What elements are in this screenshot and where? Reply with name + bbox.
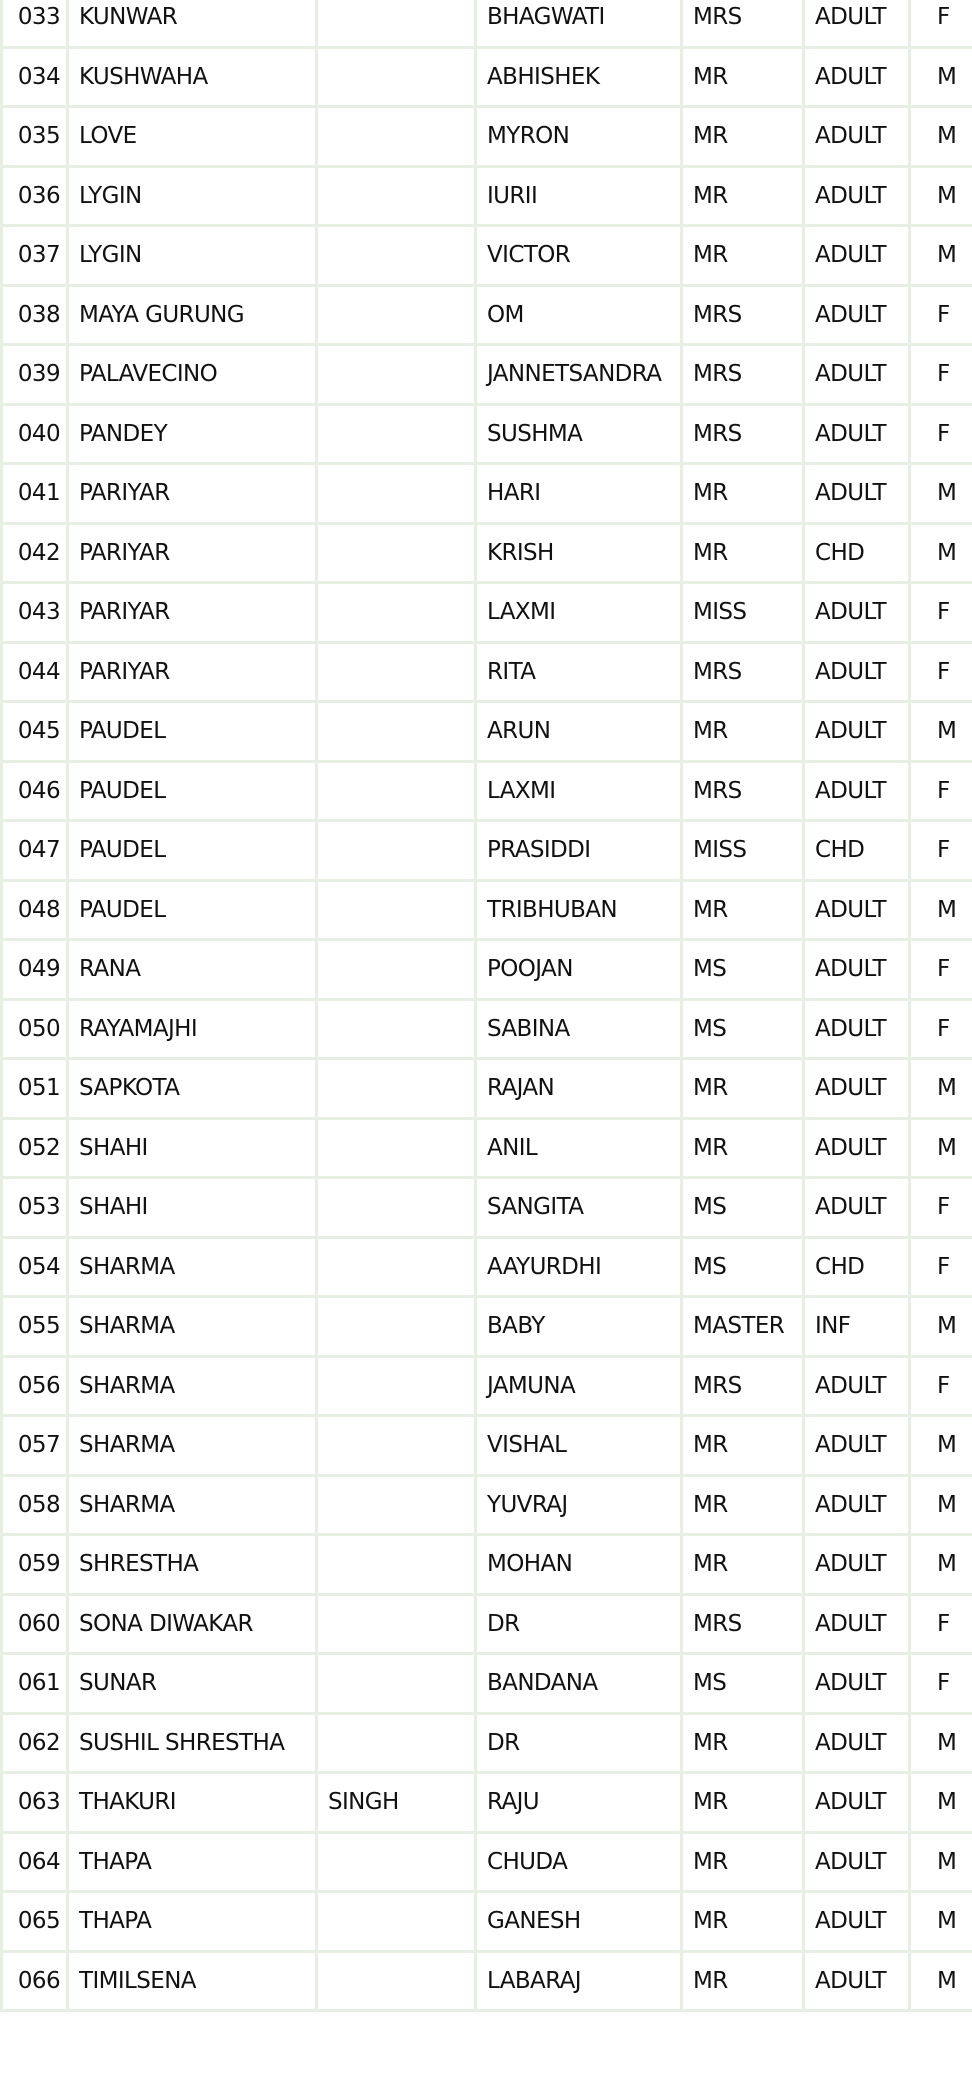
cell-passenger-number: 043 bbox=[2, 583, 68, 643]
cell-passenger-type: ADULT bbox=[804, 47, 910, 107]
cell-last-name: PAUDEL bbox=[68, 761, 317, 821]
cell-title: MR bbox=[682, 464, 804, 524]
cell-middle-name bbox=[317, 1416, 476, 1476]
table-row bbox=[2, 1059, 972, 1119]
cell-gender: M bbox=[910, 1773, 972, 1833]
cell-middle-name bbox=[317, 1713, 476, 1773]
cell-passenger-number: 046 bbox=[2, 761, 68, 821]
cell-passenger-number: 036 bbox=[2, 166, 68, 226]
cell-middle-name bbox=[317, 464, 476, 524]
cell-middle-name: SINGH bbox=[317, 1773, 476, 1833]
table-row bbox=[2, 1475, 972, 1535]
cell-title: MR bbox=[682, 1059, 804, 1119]
cell-gender: F bbox=[910, 940, 972, 1000]
cell-first-name: IURII bbox=[476, 166, 682, 226]
cell-passenger-number: 039 bbox=[2, 345, 68, 405]
cell-middle-name bbox=[317, 1297, 476, 1357]
cell-last-name: PANDEY bbox=[68, 404, 317, 464]
cell-gender: F bbox=[910, 1356, 972, 1416]
cell-title: MRS bbox=[682, 285, 804, 345]
cell-title: MISS bbox=[682, 821, 804, 881]
cell-passenger-type: CHD bbox=[804, 1237, 910, 1297]
cell-title: MR bbox=[682, 523, 804, 583]
cell-gender: F bbox=[910, 761, 972, 821]
table-row bbox=[2, 1892, 972, 1952]
cell-middle-name bbox=[317, 642, 476, 702]
cell-last-name: PARIYAR bbox=[68, 583, 317, 643]
cell-passenger-type: ADULT bbox=[804, 1356, 910, 1416]
cell-title: MS bbox=[682, 1178, 804, 1238]
cell-first-name: HARI bbox=[476, 464, 682, 524]
cell-first-name: AAYURDHI bbox=[476, 1237, 682, 1297]
cell-passenger-type: ADULT bbox=[804, 1594, 910, 1654]
table-row bbox=[2, 1237, 972, 1297]
table-row bbox=[2, 761, 972, 821]
cell-passenger-type: ADULT bbox=[804, 1713, 910, 1773]
cell-passenger-number: 054 bbox=[2, 1237, 68, 1297]
table-row bbox=[2, 404, 972, 464]
cell-first-name: BABY bbox=[476, 1297, 682, 1357]
cell-gender: M bbox=[910, 702, 972, 762]
cell-first-name: DR bbox=[476, 1713, 682, 1773]
cell-first-name: JAMUNA bbox=[476, 1356, 682, 1416]
cell-passenger-type: ADULT bbox=[804, 1892, 910, 1952]
table-row bbox=[2, 880, 972, 940]
cell-gender: F bbox=[910, 345, 972, 405]
cell-passenger-number: 059 bbox=[2, 1535, 68, 1595]
cell-last-name: SONA DIWAKAR bbox=[68, 1594, 317, 1654]
cell-passenger-number: 042 bbox=[2, 523, 68, 583]
cell-middle-name bbox=[317, 583, 476, 643]
cell-passenger-type: ADULT bbox=[804, 702, 910, 762]
cell-gender: M bbox=[910, 47, 972, 107]
cell-middle-name bbox=[317, 47, 476, 107]
cell-passenger-type: ADULT bbox=[804, 0, 910, 47]
cell-gender: M bbox=[910, 1059, 972, 1119]
cell-title: MRS bbox=[682, 1356, 804, 1416]
cell-gender: M bbox=[910, 880, 972, 940]
cell-gender: M bbox=[910, 1475, 972, 1535]
cell-middle-name bbox=[317, 940, 476, 1000]
table-row bbox=[2, 821, 972, 881]
table-row bbox=[2, 47, 972, 107]
cell-passenger-number: 060 bbox=[2, 1594, 68, 1654]
cell-passenger-type: ADULT bbox=[804, 1059, 910, 1119]
cell-gender: M bbox=[910, 464, 972, 524]
cell-title: MR bbox=[682, 1892, 804, 1952]
cell-passenger-type: ADULT bbox=[804, 761, 910, 821]
cell-passenger-number: 057 bbox=[2, 1416, 68, 1476]
cell-passenger-number: 040 bbox=[2, 404, 68, 464]
table-row bbox=[2, 940, 972, 1000]
table-row bbox=[2, 1713, 972, 1773]
cell-first-name: ARUN bbox=[476, 702, 682, 762]
cell-last-name: PARIYAR bbox=[68, 464, 317, 524]
cell-last-name: SUNAR bbox=[68, 1654, 317, 1714]
cell-gender: M bbox=[910, 1118, 972, 1178]
cell-title: MR bbox=[682, 1416, 804, 1476]
table-row bbox=[2, 1416, 972, 1476]
table-row bbox=[2, 166, 972, 226]
cell-title: MASTER bbox=[682, 1297, 804, 1357]
cell-passenger-type: ADULT bbox=[804, 1832, 910, 1892]
cell-middle-name bbox=[317, 1059, 476, 1119]
cell-passenger-type: ADULT bbox=[804, 940, 910, 1000]
cell-gender: F bbox=[910, 642, 972, 702]
cell-title: MRS bbox=[682, 345, 804, 405]
cell-passenger-type: ADULT bbox=[804, 1178, 910, 1238]
cell-last-name: SHRESTHA bbox=[68, 1535, 317, 1595]
cell-last-name: TIMILSENA bbox=[68, 1951, 317, 2011]
cell-middle-name bbox=[317, 1178, 476, 1238]
cell-middle-name bbox=[317, 107, 476, 167]
cell-last-name: SHARMA bbox=[68, 1475, 317, 1535]
cell-title: MR bbox=[682, 702, 804, 762]
cell-passenger-number: 062 bbox=[2, 1713, 68, 1773]
cell-passenger-type: ADULT bbox=[804, 642, 910, 702]
cell-last-name: KUNWAR bbox=[68, 0, 317, 47]
cell-first-name: ANIL bbox=[476, 1118, 682, 1178]
cell-passenger-number: 051 bbox=[2, 1059, 68, 1119]
cell-first-name: OM bbox=[476, 285, 682, 345]
cell-first-name: LABARAJ bbox=[476, 1951, 682, 2011]
table-row bbox=[2, 523, 972, 583]
cell-gender: M bbox=[910, 1535, 972, 1595]
cell-passenger-number: 048 bbox=[2, 880, 68, 940]
cell-passenger-number: 045 bbox=[2, 702, 68, 762]
cell-passenger-type: ADULT bbox=[804, 285, 910, 345]
cell-passenger-type: ADULT bbox=[804, 1118, 910, 1178]
cell-middle-name bbox=[317, 226, 476, 286]
cell-passenger-type: ADULT bbox=[804, 107, 910, 167]
cell-last-name: LYGIN bbox=[68, 226, 317, 286]
cell-last-name: THAKURI bbox=[68, 1773, 317, 1833]
cell-last-name: SHARMA bbox=[68, 1356, 317, 1416]
cell-passenger-type: ADULT bbox=[804, 583, 910, 643]
cell-first-name: VISHAL bbox=[476, 1416, 682, 1476]
cell-passenger-type: ADULT bbox=[804, 226, 910, 286]
cell-middle-name bbox=[317, 1654, 476, 1714]
cell-title: MR bbox=[682, 880, 804, 940]
cell-passenger-number: 055 bbox=[2, 1297, 68, 1357]
cell-middle-name bbox=[317, 880, 476, 940]
cell-middle-name bbox=[317, 523, 476, 583]
cell-middle-name bbox=[317, 1237, 476, 1297]
cell-title: MRS bbox=[682, 404, 804, 464]
cell-gender: F bbox=[910, 404, 972, 464]
cell-passenger-number: 034 bbox=[2, 47, 68, 107]
cell-middle-name bbox=[317, 404, 476, 464]
cell-gender: F bbox=[910, 821, 972, 881]
cell-passenger-type: ADULT bbox=[804, 345, 910, 405]
cell-gender: M bbox=[910, 226, 972, 286]
cell-title: MR bbox=[682, 226, 804, 286]
cell-middle-name bbox=[317, 821, 476, 881]
cell-last-name: SHARMA bbox=[68, 1297, 317, 1357]
cell-middle-name bbox=[317, 1535, 476, 1595]
cell-first-name: BHAGWATI bbox=[476, 0, 682, 47]
cell-passenger-number: 061 bbox=[2, 1654, 68, 1714]
cell-middle-name bbox=[317, 1475, 476, 1535]
cell-passenger-number: 041 bbox=[2, 464, 68, 524]
cell-last-name: SUSHIL SHRESTHA bbox=[68, 1713, 317, 1773]
cell-first-name: PRASIDDI bbox=[476, 821, 682, 881]
cell-last-name: SAPKOTA bbox=[68, 1059, 317, 1119]
table-row bbox=[2, 1118, 972, 1178]
cell-middle-name bbox=[317, 166, 476, 226]
table-row bbox=[2, 226, 972, 286]
cell-passenger-type: ADULT bbox=[804, 166, 910, 226]
cell-gender: F bbox=[910, 1178, 972, 1238]
table-row bbox=[2, 1773, 972, 1833]
cell-gender: M bbox=[910, 107, 972, 167]
cell-first-name: CHUDA bbox=[476, 1832, 682, 1892]
cell-passenger-number: 058 bbox=[2, 1475, 68, 1535]
cell-passenger-number: 064 bbox=[2, 1832, 68, 1892]
cell-title: MR bbox=[682, 1535, 804, 1595]
cell-middle-name bbox=[317, 0, 476, 47]
cell-passenger-type: ADULT bbox=[804, 1773, 910, 1833]
cell-passenger-number: 050 bbox=[2, 999, 68, 1059]
cell-passenger-type: CHD bbox=[804, 523, 910, 583]
table-row bbox=[2, 1356, 972, 1416]
cell-passenger-type: ADULT bbox=[804, 1475, 910, 1535]
table-row bbox=[2, 1951, 972, 2011]
cell-first-name: RAJU bbox=[476, 1773, 682, 1833]
cell-middle-name bbox=[317, 1118, 476, 1178]
cell-passenger-type: ADULT bbox=[804, 999, 910, 1059]
cell-gender: M bbox=[910, 1892, 972, 1952]
cell-passenger-number: 052 bbox=[2, 1118, 68, 1178]
cell-first-name: SUSHMA bbox=[476, 404, 682, 464]
table-row bbox=[2, 702, 972, 762]
cell-title: MS bbox=[682, 940, 804, 1000]
cell-gender: M bbox=[910, 1416, 972, 1476]
cell-title: MS bbox=[682, 1237, 804, 1297]
cell-gender: M bbox=[910, 1951, 972, 2011]
cell-first-name: POOJAN bbox=[476, 940, 682, 1000]
cell-first-name: MYRON bbox=[476, 107, 682, 167]
cell-last-name: PARIYAR bbox=[68, 523, 317, 583]
cell-passenger-number: 053 bbox=[2, 1178, 68, 1238]
cell-last-name: LOVE bbox=[68, 107, 317, 167]
cell-first-name: SANGITA bbox=[476, 1178, 682, 1238]
table-row bbox=[2, 1297, 972, 1357]
cell-passenger-number: 047 bbox=[2, 821, 68, 881]
table-row bbox=[2, 107, 972, 167]
cell-gender: F bbox=[910, 285, 972, 345]
cell-last-name: PARIYAR bbox=[68, 642, 317, 702]
cell-gender: M bbox=[910, 1832, 972, 1892]
cell-first-name: KRISH bbox=[476, 523, 682, 583]
cell-middle-name bbox=[317, 761, 476, 821]
cell-middle-name bbox=[317, 1594, 476, 1654]
cell-first-name: MOHAN bbox=[476, 1535, 682, 1595]
table-row bbox=[2, 1654, 972, 1714]
table-row bbox=[2, 583, 972, 643]
cell-passenger-number: 065 bbox=[2, 1892, 68, 1952]
cell-title: MR bbox=[682, 1951, 804, 2011]
table-row bbox=[2, 464, 972, 524]
cell-gender: M bbox=[910, 1713, 972, 1773]
cell-passenger-number: 049 bbox=[2, 940, 68, 1000]
cell-last-name: THAPA bbox=[68, 1832, 317, 1892]
cell-last-name: SHAHI bbox=[68, 1178, 317, 1238]
cell-last-name: RANA bbox=[68, 940, 317, 1000]
cell-title: MS bbox=[682, 1654, 804, 1714]
cell-title: MR bbox=[682, 107, 804, 167]
cell-gender: F bbox=[910, 0, 972, 47]
table-row bbox=[2, 999, 972, 1059]
cell-passenger-number: 066 bbox=[2, 1951, 68, 2011]
cell-gender: F bbox=[910, 999, 972, 1059]
cell-first-name: JANNETSANDRA bbox=[476, 345, 682, 405]
cell-last-name: PAUDEL bbox=[68, 821, 317, 881]
cell-passenger-number: 038 bbox=[2, 285, 68, 345]
cell-title: MR bbox=[682, 1713, 804, 1773]
cell-title: MRS bbox=[682, 0, 804, 47]
cell-middle-name bbox=[317, 285, 476, 345]
cell-title: MISS bbox=[682, 583, 804, 643]
cell-gender: M bbox=[910, 1297, 972, 1357]
cell-title: MR bbox=[682, 1118, 804, 1178]
cell-passenger-number: 037 bbox=[2, 226, 68, 286]
cell-first-name: LAXMI bbox=[476, 761, 682, 821]
cell-last-name: RAYAMAJHI bbox=[68, 999, 317, 1059]
table-row bbox=[2, 345, 972, 405]
cell-gender: F bbox=[910, 1237, 972, 1297]
cell-passenger-type: ADULT bbox=[804, 1416, 910, 1476]
table-row bbox=[2, 285, 972, 345]
cell-passenger-number: 033 bbox=[2, 0, 68, 47]
cell-last-name: PALAVECINO bbox=[68, 345, 317, 405]
cell-middle-name bbox=[317, 999, 476, 1059]
cell-title: MRS bbox=[682, 761, 804, 821]
cell-first-name: YUVRAJ bbox=[476, 1475, 682, 1535]
cell-passenger-type: ADULT bbox=[804, 464, 910, 524]
cell-passenger-type: ADULT bbox=[804, 880, 910, 940]
cell-first-name: GANESH bbox=[476, 1892, 682, 1952]
cell-first-name: RITA bbox=[476, 642, 682, 702]
cell-passenger-type: ADULT bbox=[804, 1654, 910, 1714]
cell-first-name: ABHISHEK bbox=[476, 47, 682, 107]
cell-title: MR bbox=[682, 166, 804, 226]
cell-title: MR bbox=[682, 1475, 804, 1535]
cell-title: MS bbox=[682, 999, 804, 1059]
cell-gender: M bbox=[910, 166, 972, 226]
cell-gender: F bbox=[910, 1654, 972, 1714]
cell-gender: F bbox=[910, 583, 972, 643]
table-row bbox=[2, 1832, 972, 1892]
cell-passenger-number: 035 bbox=[2, 107, 68, 167]
cell-middle-name bbox=[317, 345, 476, 405]
table-row bbox=[2, 0, 972, 47]
cell-passenger-number: 044 bbox=[2, 642, 68, 702]
cell-gender: M bbox=[910, 523, 972, 583]
cell-passenger-type: CHD bbox=[804, 821, 910, 881]
cell-first-name: SABINA bbox=[476, 999, 682, 1059]
cell-middle-name bbox=[317, 1951, 476, 2011]
cell-first-name: BANDANA bbox=[476, 1654, 682, 1714]
cell-first-name: RAJAN bbox=[476, 1059, 682, 1119]
cell-last-name: THAPA bbox=[68, 1892, 317, 1952]
cell-middle-name bbox=[317, 702, 476, 762]
passenger-rows bbox=[2, 0, 972, 2011]
table-row bbox=[2, 642, 972, 702]
cell-title: MRS bbox=[682, 1594, 804, 1654]
cell-last-name: PAUDEL bbox=[68, 702, 317, 762]
table-row bbox=[2, 1594, 972, 1654]
cell-last-name: LYGIN bbox=[68, 166, 317, 226]
cell-middle-name bbox=[317, 1832, 476, 1892]
cell-passenger-type: INF bbox=[804, 1297, 910, 1357]
table-row bbox=[2, 1178, 972, 1238]
cell-title: MR bbox=[682, 1773, 804, 1833]
cell-first-name: LAXMI bbox=[476, 583, 682, 643]
cell-passenger-type: ADULT bbox=[804, 1535, 910, 1595]
cell-last-name: SHAHI bbox=[68, 1118, 317, 1178]
cell-last-name: MAYA GURUNG bbox=[68, 285, 317, 345]
cell-gender: F bbox=[910, 1594, 972, 1654]
cell-passenger-number: 063 bbox=[2, 1773, 68, 1833]
cell-passenger-type: ADULT bbox=[804, 404, 910, 464]
cell-last-name: SHARMA bbox=[68, 1416, 317, 1476]
cell-last-name: KUSHWAHA bbox=[68, 47, 317, 107]
cell-title: MRS bbox=[682, 642, 804, 702]
table-row bbox=[2, 1535, 972, 1595]
cell-first-name: DR bbox=[476, 1594, 682, 1654]
cell-middle-name bbox=[317, 1356, 476, 1416]
cell-last-name: PAUDEL bbox=[68, 880, 317, 940]
cell-middle-name bbox=[317, 1892, 476, 1952]
cell-last-name: SHARMA bbox=[68, 1237, 317, 1297]
cell-first-name: VICTOR bbox=[476, 226, 682, 286]
cell-passenger-type: ADULT bbox=[804, 1951, 910, 2011]
cell-passenger-number: 056 bbox=[2, 1356, 68, 1416]
cell-title: MR bbox=[682, 47, 804, 107]
cell-title: MR bbox=[682, 1832, 804, 1892]
cell-first-name: TRIBHUBAN bbox=[476, 880, 682, 940]
